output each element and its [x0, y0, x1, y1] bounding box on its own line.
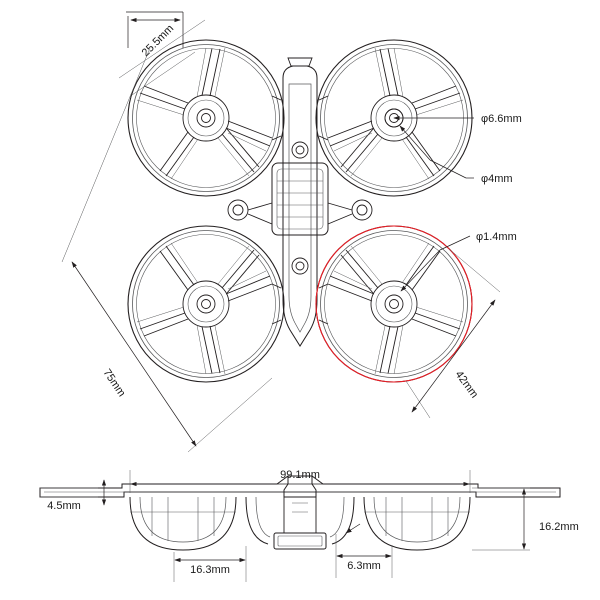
frame-arms — [272, 96, 328, 324]
dim-16-3mm — [174, 546, 246, 582]
dim-label-99-1mm: 99.1mm — [280, 469, 320, 481]
leader-inner-dome — [346, 524, 360, 533]
dim-6-3mm — [336, 534, 392, 578]
dim-4-5mm — [40, 480, 110, 512]
dim-99-1mm — [130, 469, 470, 493]
prop-guard-rear-left — [128, 226, 284, 382]
side-left-inner-guard — [246, 497, 270, 544]
dim-label-42mm: 42mm — [452, 368, 481, 401]
dim-label-phi-4mm: φ4mm — [481, 173, 513, 185]
dim-label-4-5mm: 4.5mm — [47, 500, 81, 512]
side-view-group — [40, 469, 579, 582]
dim-label-phi-1-4mm: φ1.4mm — [476, 231, 517, 243]
dim-label-16-2mm: 16.2mm — [539, 521, 579, 533]
dim-75mm — [62, 48, 272, 452]
dim-42mm — [406, 249, 500, 418]
dim-phi-4mm — [400, 126, 513, 185]
highlighted-prop-guard-circle — [316, 226, 472, 382]
dim-label-phi-6-6mm: φ6.6mm — [481, 113, 522, 125]
dim-label-75mm: 75mm — [100, 366, 128, 400]
dim-label-6-3mm: 6.3mm — [347, 560, 381, 572]
top-view-group — [62, 12, 522, 452]
side-right-inner-guard — [330, 497, 354, 544]
dim-label-16-3mm: 16.3mm — [190, 564, 230, 576]
side-left-guard — [130, 497, 236, 550]
dim-phi-6-6mm — [385, 109, 522, 127]
prop-guard-rear-right — [316, 226, 472, 382]
frame-center-body — [228, 58, 372, 346]
prop-guard-front-left — [128, 40, 284, 196]
side-center-body — [274, 476, 326, 549]
side-right-guard — [364, 497, 470, 550]
dim-label-25-5mm: 25.5mm — [139, 22, 177, 60]
